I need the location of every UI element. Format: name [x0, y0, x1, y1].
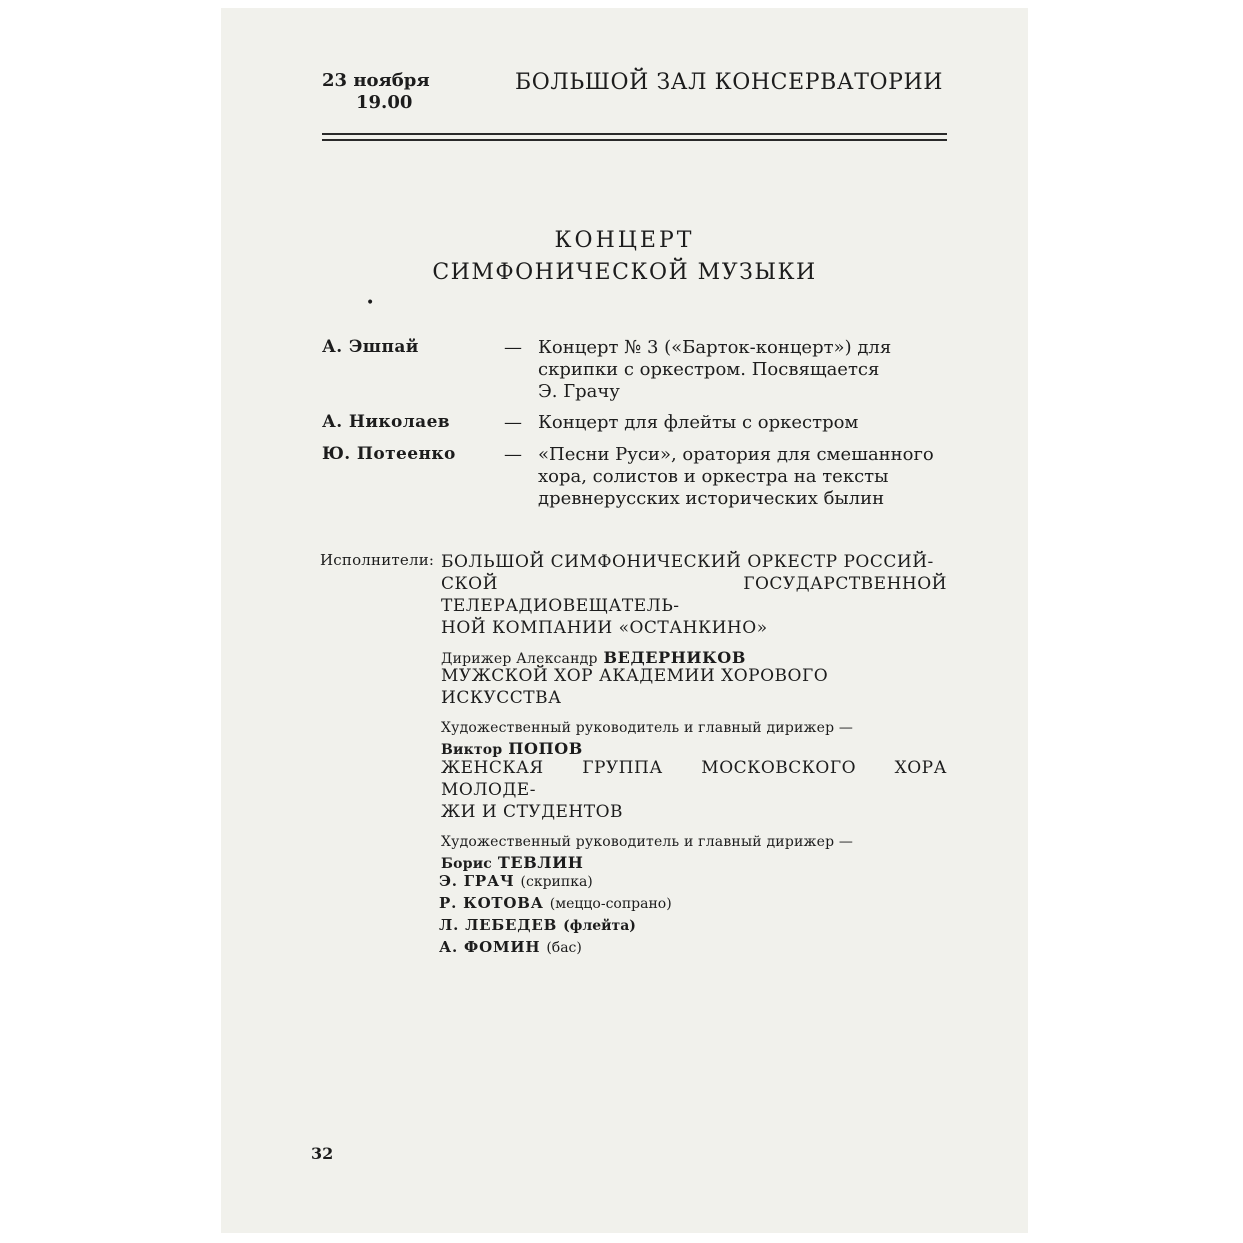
- concert-date: 23 ноября: [322, 70, 430, 91]
- orchestra-line: НОЙ КОМПАНИИ «ОСТАНКИНО»: [441, 618, 768, 638]
- em-dash: —: [504, 412, 522, 433]
- work-line: «Песни Руси», оратория для смешанного: [538, 444, 934, 465]
- soloist-entry: [439, 938, 582, 956]
- header-rule-bottom: [322, 139, 947, 141]
- page-number: 32: [311, 1144, 334, 1163]
- orchestra-line: БОЛЬШОЙ СИМФОНИЧЕСКИЙ ОРКЕСТР РОССИЙ-: [441, 552, 934, 572]
- soloist-name: Л. ЛЕБЕДЕВ: [439, 916, 558, 934]
- soloist-name: А. ФОМИН: [439, 938, 541, 956]
- choir-director: [441, 853, 947, 874]
- choir-name: МУЖСКОЙ ХОР АКАДЕМИИ ХОРОВОГО ИСКУССТВА: [441, 666, 829, 708]
- work-line: Э. Грачу: [538, 381, 620, 402]
- soloist-name: Э. ГРАЧ: [439, 872, 515, 890]
- choir-line: ЖИ И СТУДЕНТОВ: [441, 802, 624, 822]
- choir-director-role: Художественный руководитель и главный дирижер —: [441, 834, 854, 850]
- soloist-role: (флейта): [563, 918, 636, 934]
- soloist-role: (меццо-сопрано): [549, 896, 672, 912]
- work-description: [538, 444, 946, 510]
- work-line: хора, солистов и оркестра на тексты: [538, 466, 889, 487]
- venue-name: БОЛЬШОЙ ЗАЛ КОНСЕРВАТОРИИ: [515, 70, 944, 95]
- concert-time: 19.00: [356, 92, 413, 113]
- director-last-name: ПОПОВ: [508, 739, 583, 758]
- orchestra-line: СКОЙ ГОСУДАРСТВЕННОЙ ТЕЛЕРАДИОВЕЩАТЕЛЬ-: [441, 574, 947, 616]
- male-choir-block: [441, 665, 947, 760]
- work-line: Концерт для флейты с оркестром: [538, 412, 859, 433]
- concert-subtitle: СИМФОНИЧЕСКОЙ МУЗЫКИ: [432, 260, 817, 285]
- director-first-name: Виктор: [441, 742, 503, 758]
- concert-title: КОНЦЕРТ: [554, 228, 695, 253]
- work-line: Концерт № 3 («Барток-концерт») для: [538, 337, 892, 358]
- soloist-entry: [439, 894, 672, 912]
- choir-director-role: Художественный руководитель и главный дирижер —: [441, 720, 854, 736]
- soloist-name: Р. КОТОВА: [439, 894, 544, 912]
- soloist-entry: [439, 872, 593, 890]
- composer-name: Ю. Потеенко: [322, 444, 456, 464]
- soloist-role: (бас): [546, 940, 582, 956]
- composer-name: А. Эшпай: [322, 337, 419, 357]
- female-choir-block: [441, 757, 947, 874]
- choir-line: ЖЕНСКАЯ ГРУППА МОСКОВСКОГО ХОРА МОЛОДЕ-: [441, 758, 947, 800]
- performers-label: Исполнители:: [320, 551, 435, 569]
- decorative-dot: •: [366, 295, 375, 311]
- work-line: скрипки с оркестром. Посвящается: [538, 359, 880, 380]
- work-description: [538, 337, 946, 403]
- director-last-name: ТЕВЛИН: [497, 853, 584, 872]
- header-rule-top: [322, 133, 947, 135]
- em-dash: —: [504, 337, 522, 358]
- program-page: [221, 8, 1028, 1233]
- conductor-role: Дирижер Александр: [441, 651, 598, 667]
- composer-name: А. Николаев: [322, 412, 450, 432]
- em-dash: —: [504, 444, 522, 465]
- soloist-role: (скрипка): [520, 874, 593, 890]
- conductor-name: ВЕДЕРНИКОВ: [603, 648, 746, 667]
- director-first-name: Борис: [441, 856, 492, 872]
- work-description: [538, 412, 946, 434]
- orchestra-block: [441, 551, 947, 670]
- work-line: древнерусских исторических былин: [538, 488, 885, 509]
- soloist-entry: [439, 916, 636, 934]
